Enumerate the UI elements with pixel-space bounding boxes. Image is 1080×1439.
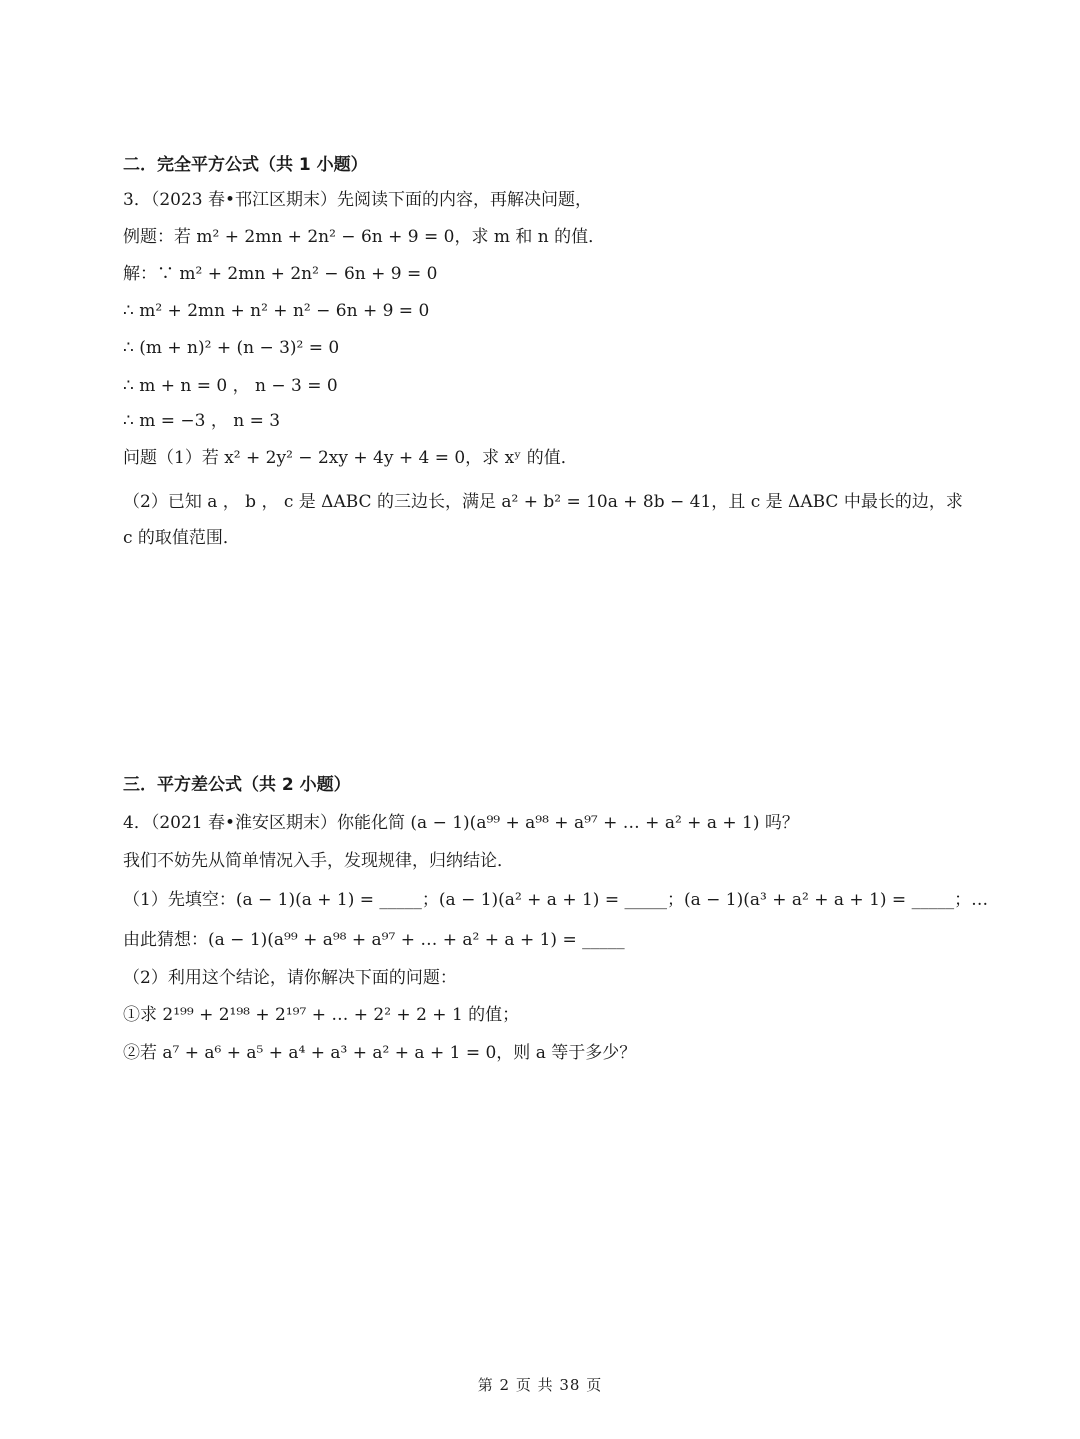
question-4-sub-1: ①求 2¹⁹⁹ + 2¹⁹⁸ + 2¹⁹⁷ + … + 2² + 2 + 1 的值； [123, 1005, 520, 1025]
solution-step-2: ∴ m² + 2mn + n² + n² − 6n + 9 = 0 [123, 301, 430, 321]
page-footer: 第 2 页 共 38 页 [477, 1376, 603, 1394]
solution-step-5: ∴ m = −3 ， n = 3 [123, 411, 281, 431]
question-4-guess: 由此猜想：(a − 1)(a⁹⁹ + a⁹⁸ + a⁹⁷ + … + a² + a + 1) = _____ [123, 930, 625, 950]
question-4-part-2: （2）利用这个结论，请你解决下面的问题： [123, 968, 457, 988]
section-2-title: 二．完全平方公式（共 1 小题） [123, 155, 368, 175]
example-statement: 例题：若 m² + 2mn + 2n² − 6n + 9 = 0，求 m 和 n 的值． [123, 227, 606, 247]
question-4-sub-2: ②若 a⁷ + a⁶ + a⁵ + a⁴ + a³ + a² + a + 1 = 0，则 a 等于多少？ [123, 1043, 637, 1063]
question-3-intro: 3．（2023 春•邗江区期末）先阅读下面的内容，再解决问题， [123, 190, 593, 210]
question-3-part-1: 问题（1）若 x² + 2y² − 2xy + 4y + 4 = 0，求 xʸ 的值． [123, 448, 578, 468]
question-3-part-2: （2）已知 a ， b ， c 是 ΔABC 的三边长，满足 a² + b² = 10a + 8b − 41，且 c 是 ΔABC 中最长的边，求 c 的取值范围． [123, 492, 963, 548]
question-4-hint: 我们不妨先从简单情况入手，发现规律，归纳结论． [123, 851, 514, 871]
section-3-title: 三．平方差公式（共 2 小题） [123, 775, 351, 795]
solution-step-1: 解：∵ m² + 2mn + 2n² − 6n + 9 = 0 [123, 264, 438, 284]
solution-step-4: ∴ m + n = 0 ， n − 3 = 0 [123, 376, 338, 396]
solution-step-3: ∴ (m + n)² + (n − 3)² = 0 [123, 338, 340, 358]
question-4-fill-blank: （1）先填空：(a − 1)(a + 1) = _____；(a − 1)(a² + a + 1) = _____；(a − 1)(a³ + a² + a + 1) = _____；… [123, 890, 989, 910]
question-4-intro: 4．（2021 春•淮安区期末）你能化简 (a − 1)(a⁹⁹ + a⁹⁸ + a⁹⁷ + … + a² + a + 1) 吗？ [123, 813, 799, 833]
